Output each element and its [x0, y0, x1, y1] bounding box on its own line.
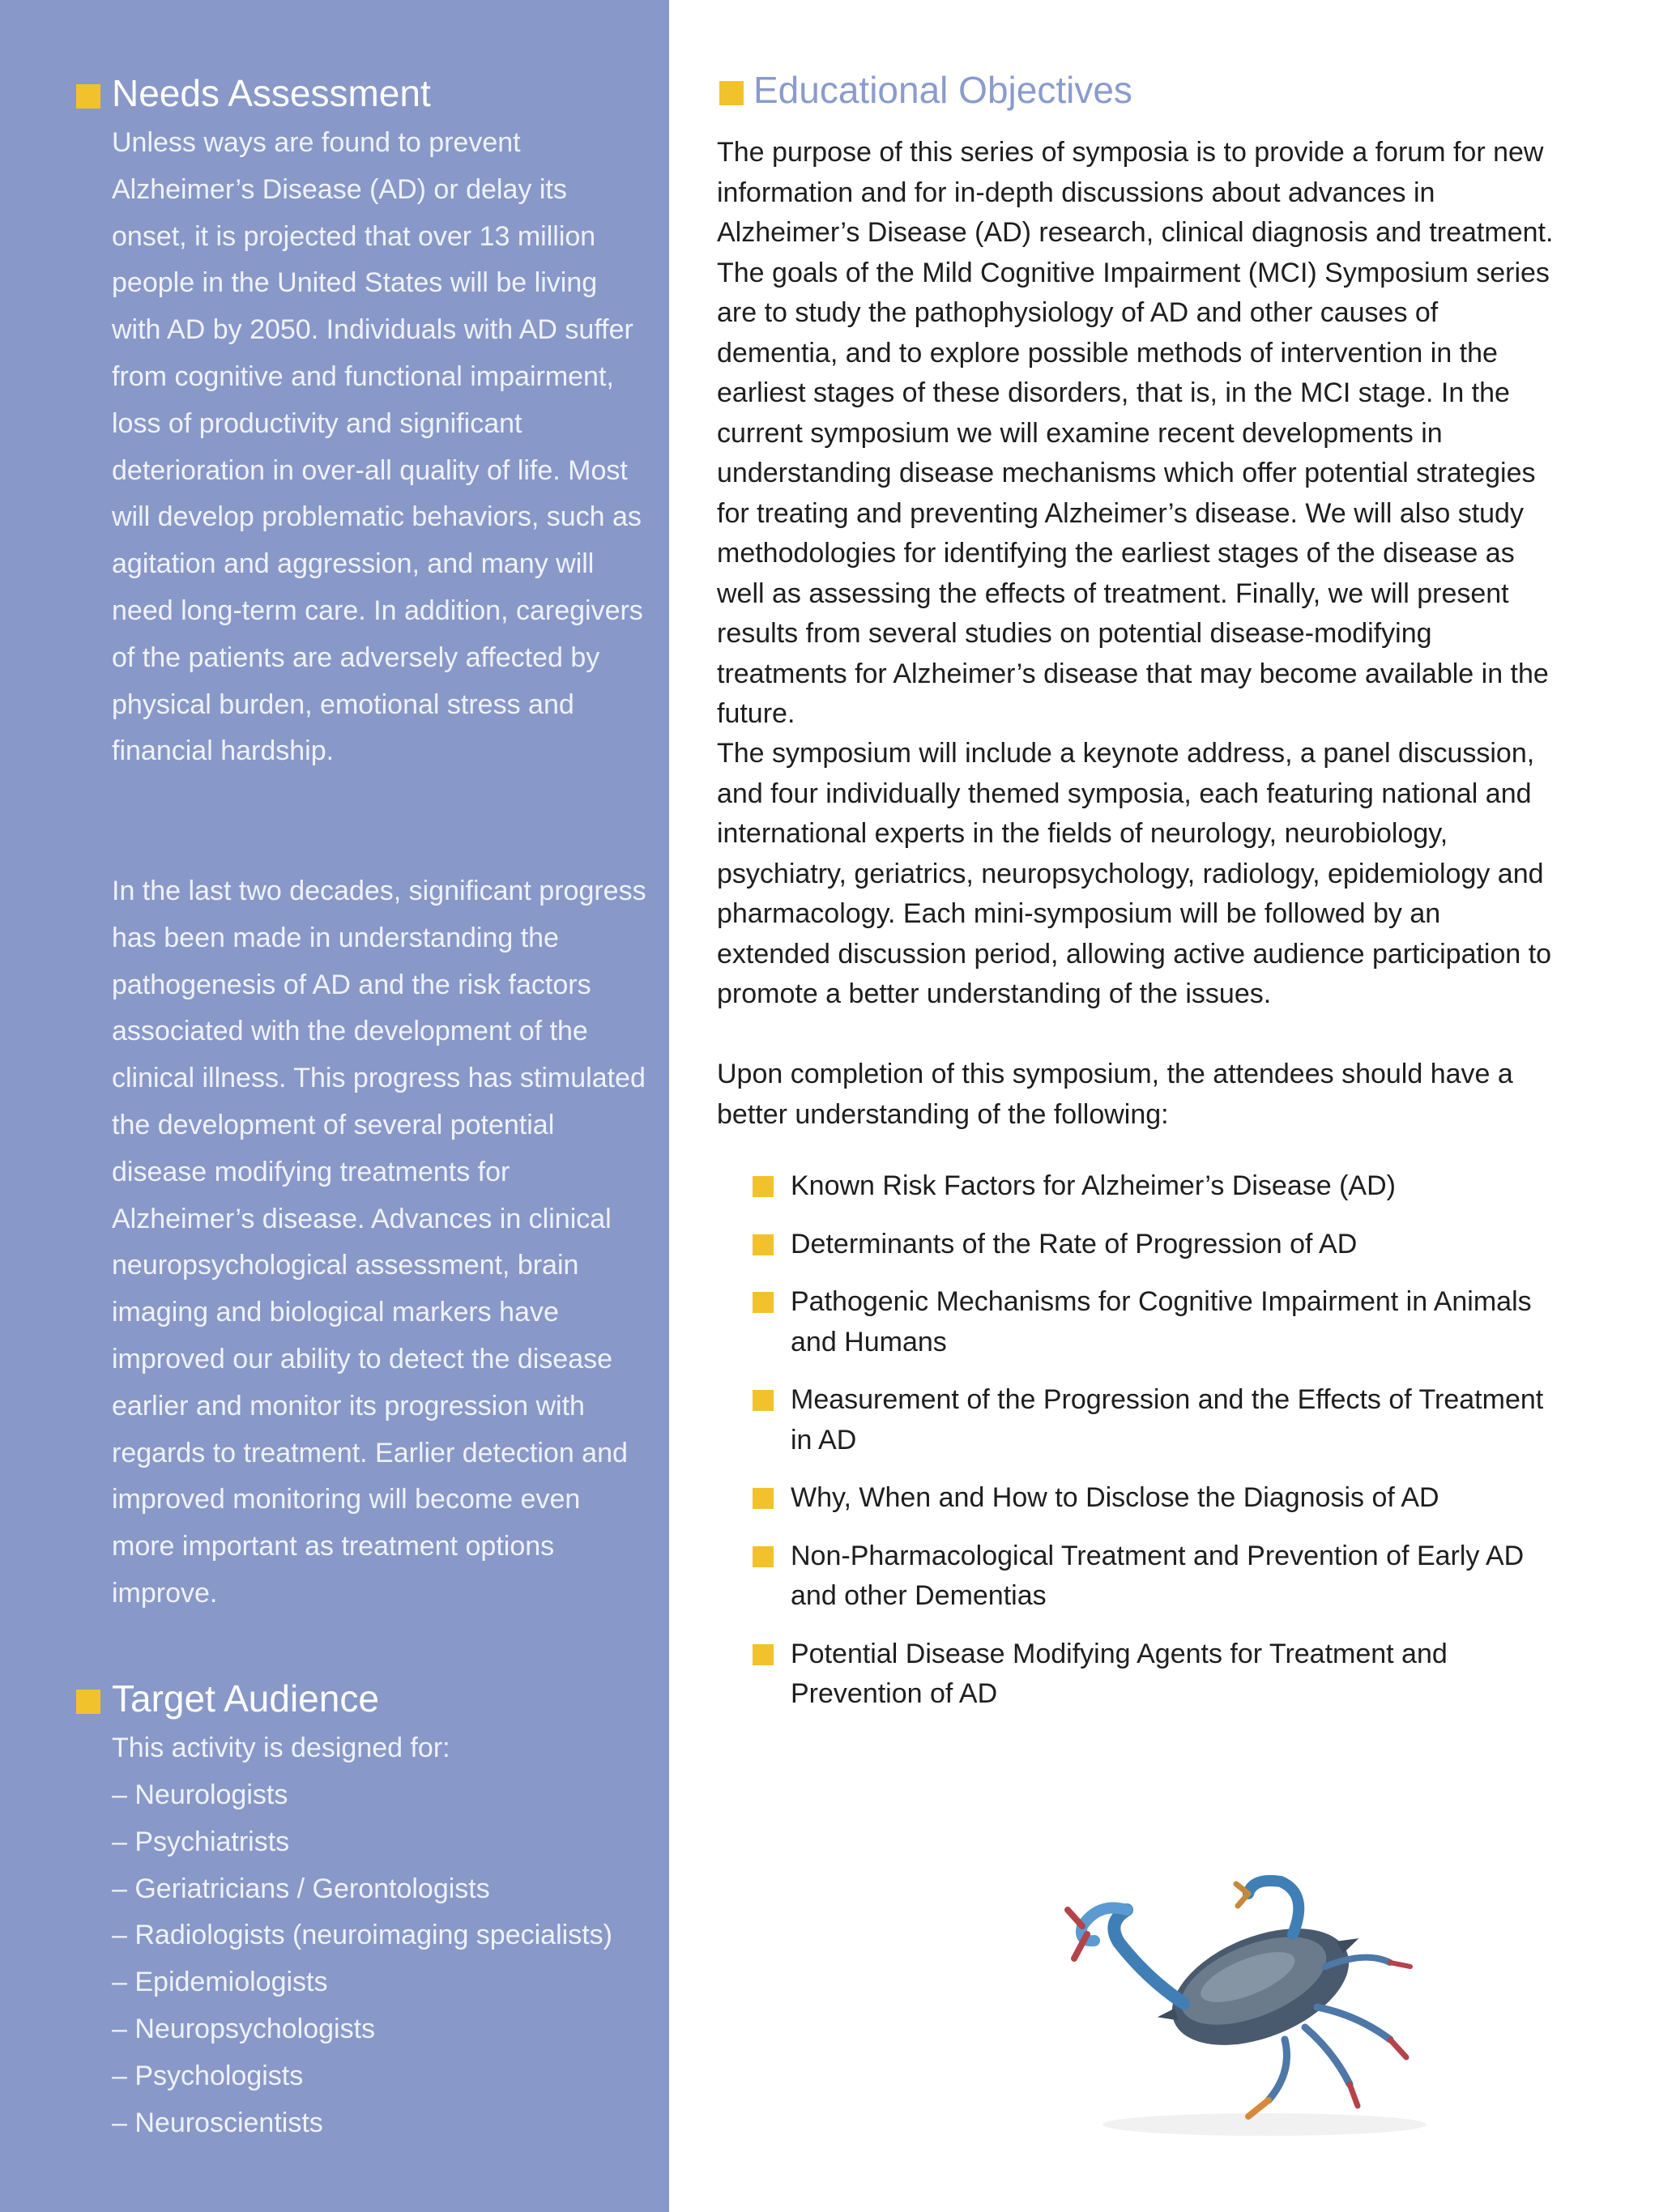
objective-text: Measurement of the Progression and the Effects of Treatment in AD	[791, 1384, 1544, 1455]
target-audience-list	[112, 1772, 646, 2146]
audience-item: – Epidemiologists	[112, 1967, 328, 1998]
audience-item: – Neuroscientists	[112, 2107, 323, 2138]
audience-item: – Radiologists (neuroimaging specialists)	[112, 1920, 612, 1951]
bullet-square-icon	[753, 1292, 774, 1313]
bullet-square-icon	[753, 1234, 774, 1255]
objective-item	[753, 1225, 1563, 1265]
target-audience-heading: Target Audience	[112, 1677, 379, 1720]
audience-item: – Psychologists	[112, 2060, 304, 2091]
objective-item	[753, 1380, 1563, 1460]
objectives-paragraph-3: Upon completion of this symposium, the attendees should have a better understanding of the following:	[717, 1059, 1513, 1130]
objective-item	[753, 1536, 1563, 1617]
bullet-square-icon	[753, 1546, 774, 1567]
bullet-square-icon	[753, 1644, 774, 1665]
objective-text: Non-Pharmacological Treatment and Prevention of Early AD and other Dementias	[791, 1540, 1525, 1611]
needs-assessment-paragraph-2: In the last two decades, significant progress has been made in understanding the pathogenesis of AD and the risk factors associated with the development of the clinical illness. This progress has stimulated the development of several potential disease modifying treatments for Alzheimer’s disease. Advances in clinical neuropsychological assessment, brain imaging and biological markers have improved our ability to detect the disease earlier and monitor its progression with regards to treatment. Earlier detection and improved monitoring will become even more important as treatment options improve.	[112, 876, 646, 1609]
target-audience-bullet-square	[76, 1690, 100, 1714]
objective-text: Potential Disease Modifying Agents for Treatment and Prevention of AD	[791, 1638, 1448, 1709]
objectives-list	[753, 1166, 1563, 1733]
objective-text: Known Risk Factors for Alzheimer’s Disease (AD)	[791, 1170, 1396, 1201]
objective-item	[753, 1166, 1563, 1207]
objective-text: Why, When and How to Disclose the Diagnosis of AD	[791, 1482, 1439, 1513]
audience-item: – Geriatricians / Gerontologists	[112, 1873, 490, 1904]
needs-assessment-heading: Needs Assessment	[112, 72, 431, 114]
left-sidebar-panel	[0, 0, 669, 2212]
bullet-square-icon	[753, 1488, 774, 1509]
audience-item: – Neuropsychologists	[112, 2013, 376, 2044]
educational-objectives-heading: Educational Objectives	[753, 69, 1132, 111]
target-audience-intro: This activity is designed for:	[112, 1733, 450, 1763]
educational-objectives-bullet-square	[719, 81, 744, 105]
objective-item	[753, 1282, 1563, 1362]
bullet-square-icon	[753, 1390, 774, 1411]
blue-crab-photo	[1050, 1845, 1455, 2145]
objectives-paragraph-2: The symposium will include a keynote address, a panel discussion, and four individually themed symposia, each featuring national and international experts in the fields of neurology, neurobiology, psychiatry, geriatrics, neuropsychology, radiology, epidemiology and pharmacology. Each mini-symposium will be followed by an extended discussion period, allowing active audience participation to promote a better understanding of the issues.	[717, 738, 1552, 1009]
objectives-paragraph-1: The purpose of this series of symposia is to provide a forum for new information and for in-depth discussions about advances in Alzheimer’s Disease (AD) research, clinical diagnosis and treatment. The goals of the Mild Cognitive Impairment (MCI) Symposium series are to study the pathophysiology of AD and other causes of dementia, and to explore possible methods of intervention in the earliest stages of these disorders, that is, in the MCI stage. In the current symposium we will examine recent developments in understanding disease mechanisms which offer potential strategies for treating and preventing Alzheimer’s disease. We will also study methodologies for identifying the earliest stages of the disease as well as assessing the effects of treatment. Finally, we will present results from several studies on potential disease-modifying treatments for Alzheimer’s disease that may become available in the future.	[717, 137, 1554, 729]
bullet-square-icon	[753, 1176, 774, 1197]
objective-text: Pathogenic Mechanisms for Cognitive Impairment in Animals and Humans	[791, 1286, 1532, 1357]
needs-assessment-paragraph-1: Unless ways are found to prevent Alzheimer’s Disease (AD) or delay its onset, it is projected that over 13 million people in the United States will be living with AD by 2050. Individuals with AD suffer from cognitive and functional impairment, loss of productivity and significant deterioration in over-all quality of life. Most will develop problematic behaviors, such as agitation and aggression, and many will need long-term care. In addition, caregivers of the patients are adversely affected by physical burden, emotional stress and financial hardship.	[112, 127, 643, 767]
audience-item: – Psychiatrists	[112, 1826, 290, 1857]
objective-item	[753, 1478, 1563, 1519]
audience-item: – Neurologists	[112, 1779, 288, 1810]
objective-text: Determinants of the Rate of Progression of AD	[791, 1228, 1358, 1259]
objective-item	[753, 1634, 1563, 1715]
needs-assessment-bullet-square	[76, 84, 100, 109]
